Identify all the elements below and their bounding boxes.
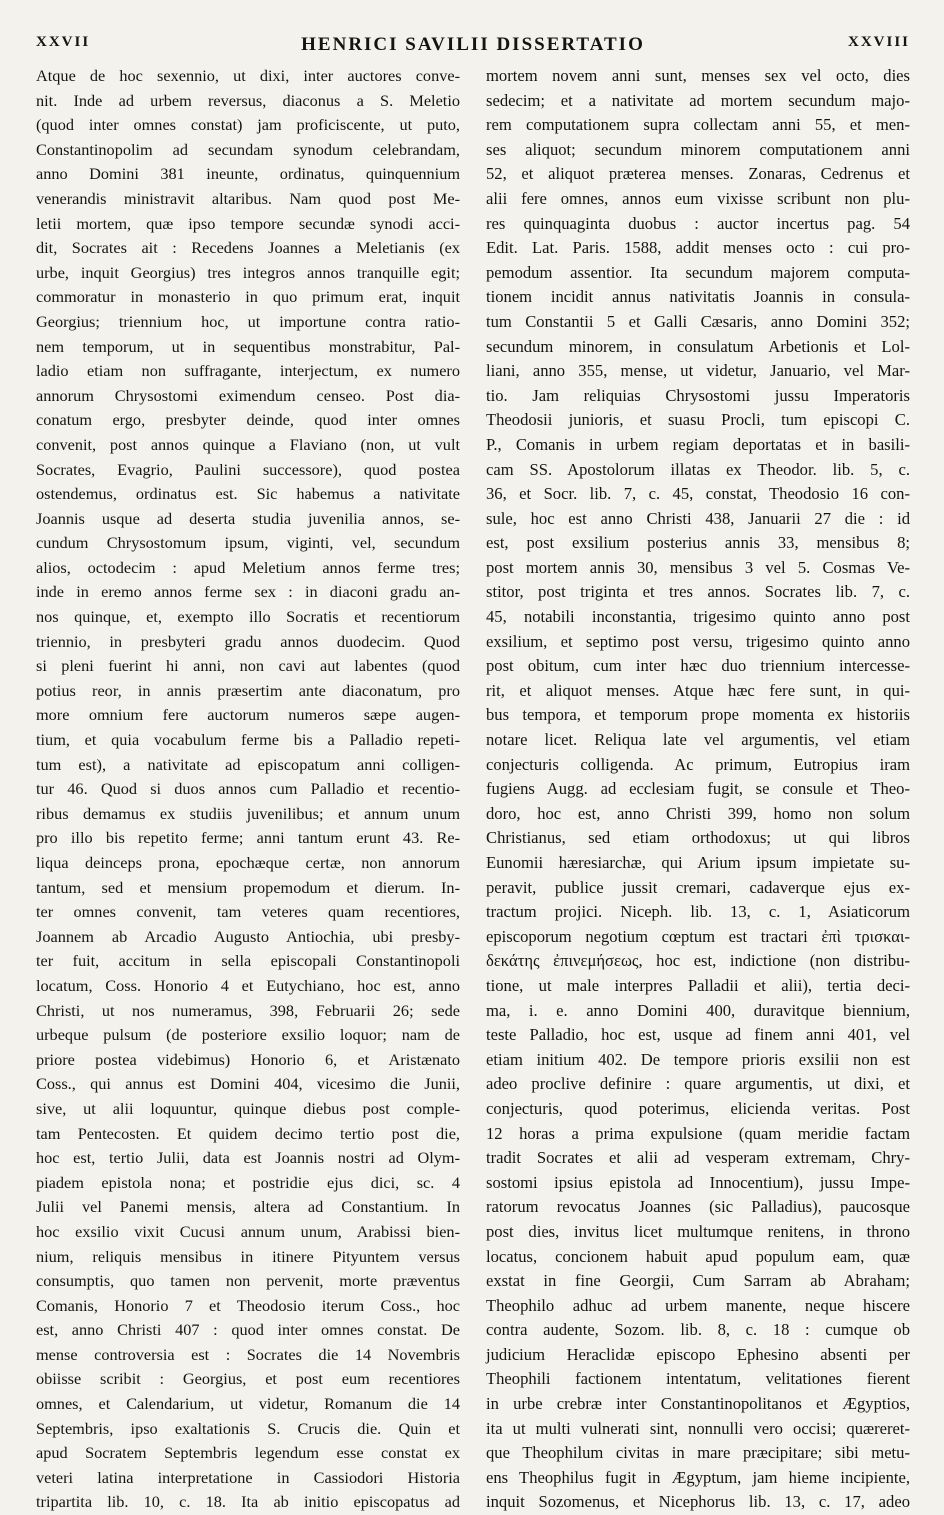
- text-line: piadem epistola nona; et postridie ejus dici, sc. 4: [36, 1172, 460, 1192]
- text-line: dit, Socrates ait : Recedens Joannes a Meletianis (ex: [36, 238, 460, 258]
- left-column: [36, 64, 460, 1515]
- text-line: Joannis usque ad deserta studia juvenilia annos, se-: [36, 508, 460, 528]
- text-line: locatus, concionem habuit apud populum eam, quæ: [486, 1246, 910, 1266]
- text-line: post dies, invitus licet multumque renitens, in throno: [486, 1221, 910, 1241]
- text-line: tractum projici. Niceph. lib. 13, c. 1, Asiaticorum: [486, 902, 910, 922]
- text-line: δεκάτης ἐπινεμήσεως, hoc est, indictione (non distribu-: [486, 951, 910, 971]
- text-line: Comanis, Honorio 7 et Theodosio iterum Coss., hoc: [36, 1295, 460, 1315]
- text-line: teste Palladio, hoc est, usque ad finem anni 401, vel: [486, 1025, 910, 1045]
- text-line: 36, et Socr. lib. 7, c. 45, constat, Theodosio 16 con-: [486, 484, 910, 504]
- text-line: tum est), a nativitate ad episcopatum anni colligen-: [36, 754, 460, 774]
- text-line: post obitum, cum inter hæc duo triennium intercesse-: [486, 656, 910, 676]
- text-line: conjecturis, quod poterimus, elicienda veritas. Post: [486, 1098, 910, 1118]
- text-line: rit, et aliquot menses. Atque hæc fere sunt, in qui-: [486, 680, 910, 700]
- text-line: tantum, sed et mensium propemodum et dierum. In-: [36, 877, 460, 897]
- text-line: mense controversia est : Socrates die 14 Novembris: [36, 1344, 460, 1364]
- text-line: conatum ergo, presbyter deinde, quod inter omnes: [36, 410, 460, 430]
- text-line: Theophili factionem intentatum, velitationes fierent: [486, 1369, 910, 1389]
- text-line: sule, hoc est anno Christi 438, Januarii 27 die : id: [486, 508, 910, 528]
- text-line: secundum minorem, in consulatum Arbetionis et Lol-: [486, 336, 910, 356]
- running-head: [36, 34, 910, 64]
- running-title: HENRICI SAVILII DISSERTATIO: [301, 34, 645, 55]
- text-line: que Theophilum civitas in mare præcipitare; sibi metu-: [486, 1443, 910, 1463]
- text-line: tum Constantii 5 et Galli Cæsaris, anno Domini 352;: [486, 311, 910, 331]
- text-line: commoratur in monasterio in quo primum erat, inquit: [36, 287, 460, 307]
- text-line: priore postea videbimus) Honorio 6, et Aristænato: [36, 1049, 460, 1069]
- text-line: obiisse scribit : Georgius, et post eum recentiores: [36, 1369, 460, 1389]
- text-line: Coss., qui annus est Domini 404, vicesimo die Junii,: [36, 1074, 460, 1094]
- text-line: ostendemus, ordinatus est. Sic habemus a nativitate: [36, 484, 460, 504]
- text-line: venerandis ministravit altaribus. Nam quod post Me-: [36, 188, 460, 208]
- text-line: Theodosii junioris, et suasu Procli, tum episcopi C.: [486, 410, 910, 430]
- text-line: res quinquaginta duobus : auctor incertus pag. 54: [486, 213, 910, 233]
- text-line: more omnium fere auctorum numeros sæpe augen-: [36, 705, 460, 725]
- text-line: annorum Chrysostomi eximendum censeo. Post dia-: [36, 385, 460, 405]
- text-line: Christi, ut nos numeramus, 398, Februarii 26; sede: [36, 1000, 460, 1020]
- text-line: tionem incidit annus nativitatis Joannis in consula-: [486, 287, 910, 307]
- text-line: est, post exsilium posterius annis 33, mensibus 8;: [486, 533, 910, 553]
- text-line: ter fuit, accitum in sella episcopali Constantinopoli: [36, 951, 460, 971]
- text-line: peravit, publice jussit cremari, cadaverque ejus ex-: [486, 877, 910, 897]
- text-line: apud Socratem Septembris legendum esse constat ex: [36, 1443, 460, 1463]
- text-line: convenit, post annos quinque a Flaviano (non, ut vult: [36, 434, 460, 454]
- text-line: urbeque pulsum (de posteriore exsilio loquor; nam de: [36, 1025, 460, 1045]
- text-line: urbe, inquit Georgius) tres integros annos tranquille egit;: [36, 262, 460, 282]
- text-line: judicium Heraclidæ episcopo Ephesino absenti per: [486, 1344, 910, 1364]
- text-line: ter omnes convenit, tam veteres quam recentiores,: [36, 902, 460, 922]
- text-line: nium, reliquis mensibus in itinere Pityuntem versus: [36, 1246, 460, 1266]
- text-line: bus tempora, et temporum prope momenta ex historiis: [486, 705, 910, 725]
- text-line: pro illo bis repetito ferme; anni tantum erunt 43. Re-: [36, 828, 460, 848]
- text-line: 45, notabili inconstantia, trigesimo quinto anno post: [486, 607, 910, 627]
- text-line: mortem novem anni sunt, menses sex vel octo, dies: [486, 66, 910, 85]
- page-number-left: XXVII: [36, 34, 91, 50]
- text-line: inquit Sozomenus, et Nicephorus lib. 13, c. 17, adeo: [486, 1492, 910, 1512]
- text-line: Julii vel Panemi mensis, altera ad Constantium. In: [36, 1197, 460, 1217]
- text-line: nit. Inde ad urbem reversus, diaconus a S. Meletio: [36, 90, 460, 110]
- text-line: est, anno Christi 407 : quod inter omnes constat. De: [36, 1320, 460, 1340]
- text-line: doro, hoc est, anno Christi 399, homo non solum: [486, 803, 910, 823]
- text-line: in urbe crebræ inter Constantinopolitanos et Ægyptios,: [486, 1394, 910, 1414]
- text-line: cundum Chrysostomum ipsum, viginti, vel, secundum: [36, 533, 460, 553]
- text-line: ribus demamus ex studiis juvenilibus; et annum unum: [36, 803, 460, 823]
- text-line: contra audente, Sozom. lib. 8, c. 18 : cumque ob: [486, 1320, 910, 1340]
- text-line: Socrates, Evagrio, Paulini successore), quod postea: [36, 459, 460, 479]
- text-line: fugiens Augg. ad ecclesiam fugit, se consule et Theo-: [486, 779, 910, 799]
- text-line: Constantinopolim ad secundam synodum celebrandam,: [36, 139, 460, 159]
- text-line: pemodum assentior. Ita secundum majorem computa-: [486, 262, 910, 282]
- text-line: episcoporum negotium cœptum est tractari ἐπὶ τρισκαι-: [486, 926, 910, 946]
- text-line: tio. Jam reliquias Chrysostomi jussu Imperatoris: [486, 385, 910, 405]
- text-line: hoc est, tertio Julii, data est Joannis nostri ad Olym-: [36, 1148, 460, 1168]
- text-line: consumptis, quo tamen non pervenit, morte præventus: [36, 1271, 460, 1291]
- text-line: liani, anno 355, mense, ut videtur, Januario, vel Mar-: [486, 361, 910, 381]
- text-line: Atque de hoc sexennio, ut dixi, inter auctores conve-: [36, 66, 460, 85]
- text-line: anno Domini 381 ineunte, ordinatus, quinquennium: [36, 164, 460, 184]
- text-line: veteri latina interpretatione in Cassiodori Historia: [36, 1467, 460, 1487]
- text-line: sedecim; et a nativitate ad mortem secundum majo-: [486, 90, 910, 110]
- text-line: post mortem annis 30, mensibus 3 vel 5. Cosmas Ve-: [486, 557, 910, 577]
- text-line: tripartita lib. 10, c. 18. Ita ab initio episcopatus ad: [36, 1492, 460, 1512]
- text-line: alios, octodecim : apud Meletium annos ferme tres;: [36, 557, 460, 577]
- text-line: etiam initium 402. De tempore prioris exsilii non est: [486, 1049, 910, 1069]
- text-line: sostomi ipsius epistola ad Innocentium), jussu Impe-: [486, 1172, 910, 1192]
- text-line: 52, et aliquot præterea menses. Zonaras, Cedrenus et: [486, 164, 910, 184]
- text-line: liqua deinceps prona, epochæque certæ, non annorum: [36, 853, 460, 872]
- text-line: ladio etiam non suffragante, interjectum, ex numero: [36, 361, 460, 381]
- text-line: ita ut multi vulnerati sint, nonnulli vero occisi; quæreret-: [486, 1418, 910, 1438]
- text-line: nem temporum, ut in sequentibus monstrabitur, Pal-: [36, 336, 460, 356]
- text-line: exsilium, et septimo post versu, trigesimo quinto anno: [486, 631, 910, 651]
- text-line: si pleni fuerint hi anni, non cavi aut labentes (quod: [36, 656, 460, 676]
- text-line: adeo proclive definire : quare argumentis, ut dixi, et: [486, 1074, 910, 1094]
- text-line: hoc exsilio vixit Cucusi annum unum, Arabissi bien-: [36, 1221, 460, 1241]
- text-line: inde in eremo annos ferme sex : in diaconi gradu an-: [36, 582, 460, 602]
- text-line: Edit. Lat. Paris. 1588, addit menses octo : cui pro-: [486, 238, 910, 258]
- text-line: Theophilo adhuc ad urbem manente, neque hiscere: [486, 1295, 910, 1315]
- text-line: tam Pentecosten. Et quidem decimo tertio post die,: [36, 1123, 460, 1143]
- text-line: tradit Socrates et alii ad vesperam extremam, Chry-: [486, 1148, 910, 1168]
- text-line: triennio, in presbyteri gradu annos duodecim. Quod: [36, 631, 460, 651]
- text-line: Septembris, ipso exaltationis S. Crucis die. Quin et: [36, 1418, 460, 1438]
- text-line: Joannem ab Arcadio Augusto Antiochia, ubi presby-: [36, 926, 460, 946]
- text-line: Christianus, sed etiam orthodoxus; ut qui libros: [486, 828, 910, 848]
- right-column: [486, 64, 910, 1515]
- text-line: Eunomii hæresiarchæ, qui Arium ipsum impietate su-: [486, 853, 910, 872]
- text-line: stitor, post triginta et tres annos. Socrates lib. 7, c.: [486, 582, 910, 602]
- text-line: locatum, Coss. Honorio 4 et Eutychiano, hoc est, anno: [36, 975, 460, 995]
- text-line: tium, et quia vocabulum ferme bis a Palladio repeti-: [36, 730, 460, 750]
- text-line: exstat in fine Georgii, Cum Sarram ab Abraham;: [486, 1271, 910, 1291]
- text-line: 12 horas a prima expulsione (quam meridie factam: [486, 1123, 910, 1143]
- text-line: P., Comanis in urbem regiam deportatas et in basili-: [486, 434, 910, 454]
- text-line: tione, ut male interpres Palladii et alii), tertia deci-: [486, 975, 910, 995]
- text-line: conjecturis colligenda. Ac primum, Eutropius iram: [486, 754, 910, 774]
- page-number-right: XXVIII: [847, 34, 910, 50]
- text-line: cam SS. Apostolorum illatas ex Theodor. lib. 5, c.: [486, 459, 910, 479]
- text-columns: [36, 64, 910, 1515]
- text-line: alii fere omnes, annos eum vixisse scribunt non plu-: [486, 188, 910, 208]
- text-line: letii mortem, quæ ipso tempore secundæ synodi acci-: [36, 213, 460, 233]
- text-line: ses aliquot; secundum minorem computationem anni: [486, 139, 910, 159]
- text-line: omnes, et Calendarium, ut videtur, Romanum die 14: [36, 1394, 460, 1414]
- text-line: Georgius; triennium hoc, ut importune contra ratio-: [36, 311, 460, 331]
- text-line: notare licet. Reliqua late vel argumentis, vel etiam: [486, 730, 910, 750]
- text-line: ens Theophilus fugit in Ægyptum, jam hieme incipiente,: [486, 1467, 910, 1487]
- text-line: ma, i. e. anno Domini 400, duravitque biennium,: [486, 1000, 910, 1020]
- text-line: sive, ut alii loquuntur, quinque diebus post comple-: [36, 1098, 460, 1118]
- text-line: (quod inter omnes constat) jam proficiscente, ut puto,: [36, 115, 460, 135]
- text-line: tur 46. Quod si duos annos cum Palladio et recentio-: [36, 779, 460, 799]
- text-line: nos quinque, et, exempto illo Socratis et recentiorum: [36, 607, 460, 627]
- text-line: potius reor, in annis præsertim ante diaconatum, pro: [36, 680, 460, 700]
- text-line: ratorum revocatus Joannes (sic Palladius), paucosque: [486, 1197, 910, 1217]
- text-line: rem computationem supra collectam anni 55, et men-: [486, 115, 910, 135]
